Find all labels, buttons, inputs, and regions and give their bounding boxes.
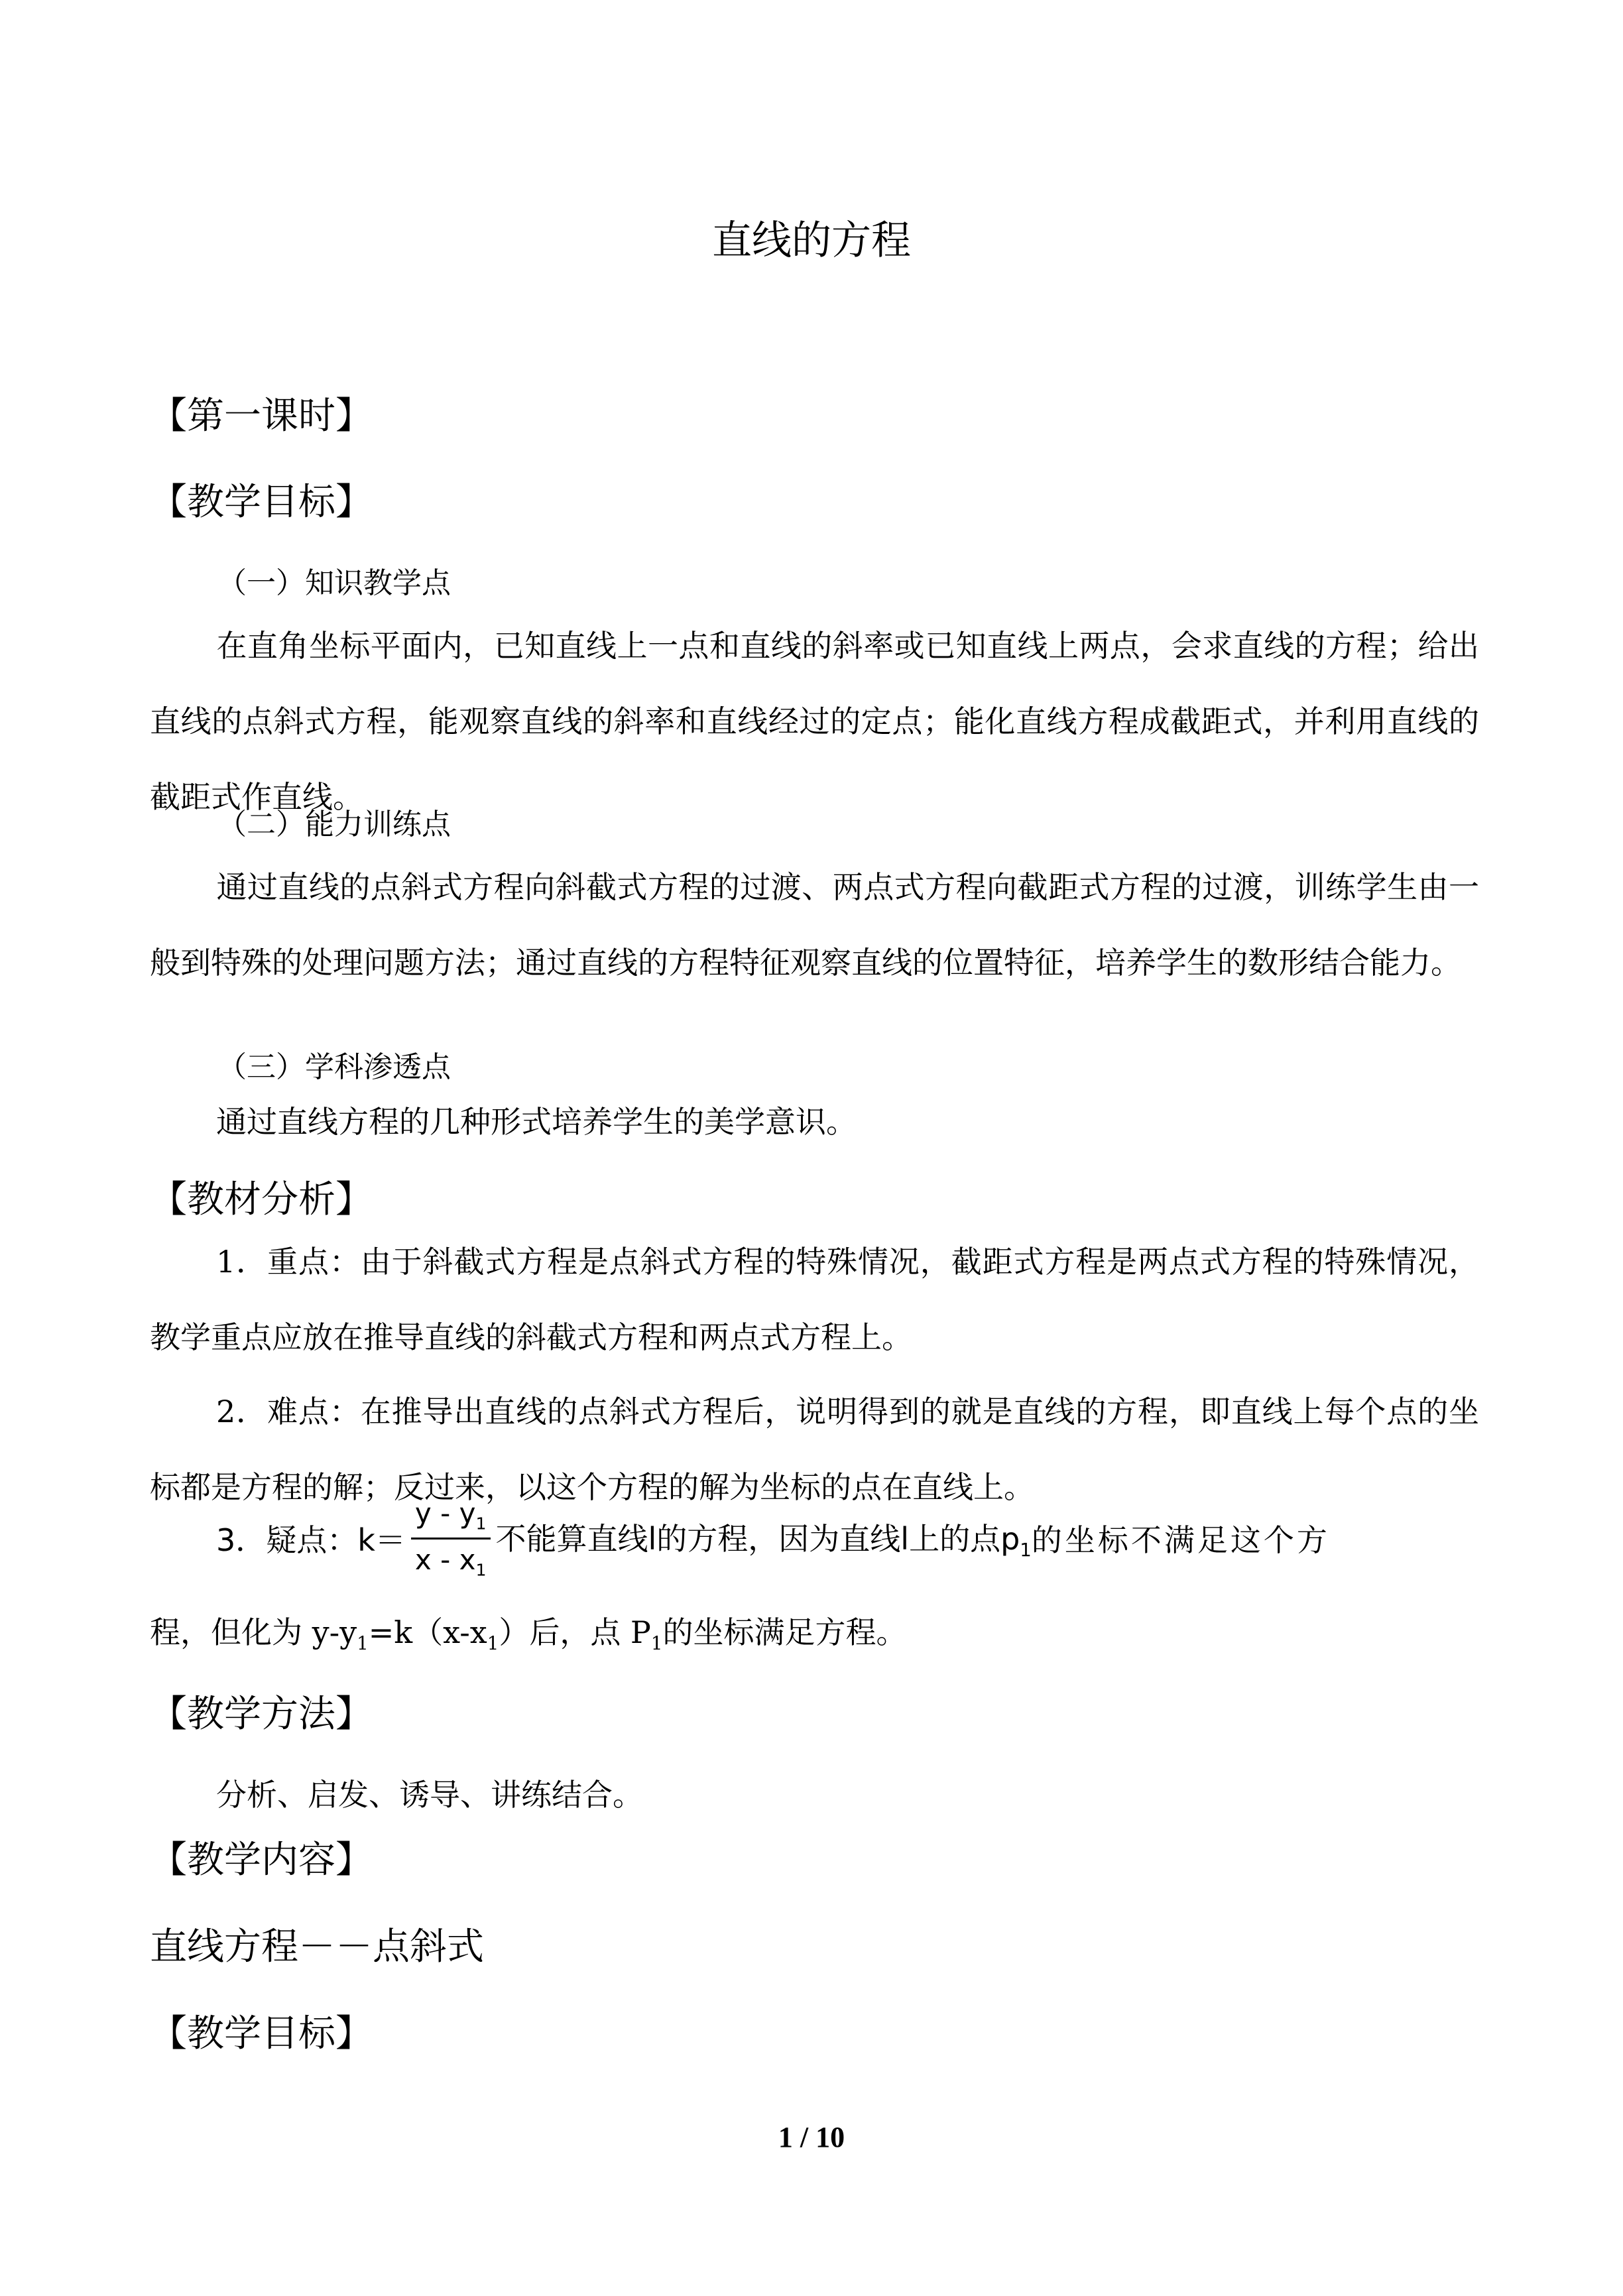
paragraph-ability-text: 通过直线的点斜式方程向斜截式方程的过渡、两点式方程向截距式方程的过渡，训练学生由一般到特殊的处理问题方法；通过直线的方程特征观察直线的位置特征，培养学生的数形结合能力。	[150, 869, 1479, 981]
subheading-knowledge: （一）知识教学点	[217, 566, 451, 600]
paragraph-discipline: 通过直线方程的几种形式培养学生的美学意识。	[216, 1104, 857, 1140]
paragraph-method: 分析、启发、诱导、讲练结合。	[216, 1777, 643, 1813]
formula-middle: 不能算直线l的方程，因为直线l上的点$p_1$	[495, 1521, 1032, 1561]
heading-method: 【教学方法】	[150, 1693, 373, 1736]
subheading-discipline: （三）学科渗透点	[217, 1050, 451, 1084]
heading-goals-2: 【教学目标】	[150, 2012, 373, 2055]
fraction-denominator: x - $x_1$	[414, 1543, 487, 1579]
page-number: 1 / 10	[778, 2121, 845, 2153]
heading-goals: 【教学目标】	[150, 481, 373, 524]
formula-lead: 3．疑点：k＝	[216, 1522, 406, 1558]
section-title-point-slope: 直线方程－－点斜式	[150, 1925, 484, 1968]
paragraph-key-point-text: 1．重点：由于斜截式方程是点斜式方程的特殊情况，截距式方程是两点式方程的特殊情况，教学重点应放在推导直线的斜截式方程和两点式方程上。	[150, 1244, 1479, 1355]
formula-continuation: 程，但化为 $y-y_1=k(x-x_1)$后，点 $P_1$的坐标满足方程。	[150, 1614, 907, 1655]
paragraph-key-point	[150, 1224, 1479, 1375]
formula-line	[216, 1479, 1479, 1598]
heading-content: 【教学内容】	[150, 1839, 373, 1882]
formula-tail: 的坐标不满足这个方	[1031, 1522, 1330, 1558]
subheading-ability: （二）能力训练点	[217, 808, 451, 841]
page-title: 直线的方程	[712, 217, 911, 264]
slope-fraction	[411, 1497, 491, 1579]
fraction-numerator: y - $y_1$	[411, 1497, 491, 1539]
paragraph-knowledge	[150, 608, 1479, 835]
heading-lesson: 【第一课时】	[150, 394, 373, 438]
paragraph-knowledge-text: 在直角坐标平面内，已知直线上一点和直线的斜率或已知直线上两点，会求直线的方程；给出直线的点斜式方程，能观察直线的斜率和直线经过的定点；能化直线方程成截距式，并利用直线的截距式作直线。	[150, 628, 1479, 815]
heading-analysis: 【教材分析】	[150, 1178, 373, 1221]
paragraph-ability	[150, 849, 1479, 1000]
paragraph-difficulty-text: 2．难点：在推导出直线的点斜式方程后，说明得到的就是直线的方程，即直线上每个点的坐标都是方程的解；反过来，以这个方程的解为坐标的点在直线上。	[150, 1394, 1479, 1505]
